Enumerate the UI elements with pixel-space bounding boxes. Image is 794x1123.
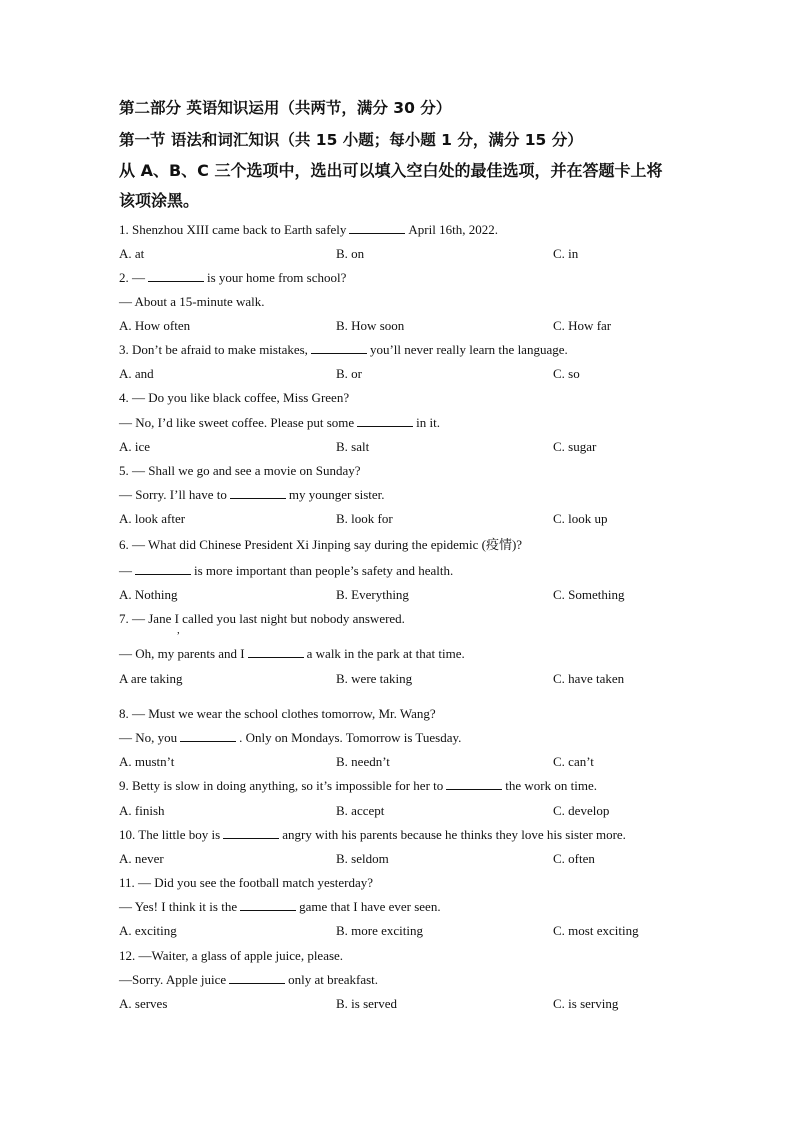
- question-10-option-b: B. seldom: [336, 851, 389, 866]
- question-9-option-a: A. finish: [119, 803, 165, 818]
- question-12-text-post: only at breakfast.: [288, 972, 379, 987]
- question-7-option-b: B. were taking: [336, 671, 413, 686]
- question-6-reply: [119, 563, 453, 579]
- answer-blank: [223, 828, 279, 839]
- question-12-option-b: B. is served: [336, 996, 398, 1011]
- answer-blank: [357, 416, 413, 427]
- answer-blank: [349, 223, 405, 234]
- question-11-option-b: B. more exciting: [336, 923, 424, 938]
- answer-blank: [230, 488, 286, 499]
- question-2-reply: — About a 15-minute walk.: [119, 294, 265, 309]
- question-12-option-a: A. serves: [119, 996, 168, 1011]
- answer-blank: [229, 973, 285, 984]
- question-7-option-a: A are taking: [119, 671, 183, 686]
- question-11-text-post: game that I have ever seen.: [299, 899, 441, 914]
- question-5: 5. — Shall we go and see a movie on Sunday?: [119, 463, 361, 478]
- question-2-text-post: is your home from school?: [207, 270, 347, 285]
- question-3-option-a: A. and: [119, 366, 154, 381]
- answer-blank: [135, 564, 191, 575]
- question-3-option-b: B. or: [336, 366, 362, 381]
- question-8-text-post: . Only on Mondays. Tomorrow is Tuesday.: [239, 730, 462, 745]
- answer-blank: [446, 779, 502, 790]
- question-2-text-pre: 2. —: [119, 270, 145, 285]
- question-7: 7. — Jane I called you last night but nobody answered.: [119, 611, 405, 626]
- section-heading: 第一节 语法和词汇知识（共 15 小题；每小题 1 分，满分 15 分）: [119, 131, 583, 149]
- answer-blank: [248, 647, 304, 658]
- question-9-text-pre: 9. Betty is slow in doing anything, so it’s impossible for her to: [119, 778, 444, 793]
- question-4-option-a: A. ice: [119, 439, 151, 454]
- question-6-option-c: C. Something: [553, 587, 625, 602]
- question-4-text-pre: — No, I’d like sweet coffee. Please put some: [119, 415, 355, 430]
- question-5-option-a: A. look after: [119, 511, 186, 526]
- question-7-option-c: C. have taken: [553, 671, 625, 686]
- question-6-option-a: A. Nothing: [119, 587, 178, 602]
- question-4: 4. — Do you like black coffee, Miss Green?: [119, 390, 350, 405]
- question-2-option-c: C. How far: [553, 318, 612, 333]
- question-4-reply: [119, 415, 440, 431]
- question-8-text-pre: — No, you: [119, 730, 178, 745]
- question-1: [119, 222, 498, 238]
- question-12-text-pre: —Sorry. Apple juice: [119, 972, 227, 987]
- question-7-text-pre: — Oh, my parents and I: [119, 646, 245, 661]
- question-7-reply: [119, 646, 465, 662]
- question-5-text-post: my younger sister.: [288, 487, 385, 502]
- question-7-text-post: a walk in the park at that time.: [306, 646, 465, 661]
- answer-blank: [180, 731, 236, 742]
- question-10-option-a: A. never: [119, 851, 164, 866]
- question-10-text-pre: 10. The little boy is: [119, 827, 221, 842]
- question-8-option-c: C. can’t: [553, 754, 594, 769]
- part-heading: 第二部分 英语知识运用（共两节，满分 30 分）: [119, 99, 452, 117]
- question-8: 8. — Must we wear the school clothes tomorrow, Mr. Wang?: [119, 706, 436, 721]
- question-5-option-b: B. look for: [336, 511, 393, 526]
- question-9-option-b: B. accept: [336, 803, 385, 818]
- question-4-option-c: C. sugar: [553, 439, 597, 454]
- question-4-text-post: in it.: [416, 415, 440, 430]
- question-9: [119, 778, 597, 794]
- question-2-option-a: A. How often: [119, 318, 191, 333]
- instruction-line-1: 从 A、B、C 三个选项中，选出可以填入空白处的最佳选项，并在答题卡上将: [119, 161, 663, 180]
- answer-blank: [148, 271, 204, 282]
- question-4-option-b: B. salt: [336, 439, 370, 454]
- question-3-text-pre: 3. Don’t be afraid to make mistakes,: [119, 342, 308, 357]
- question-5-option-c: C. look up: [553, 511, 608, 526]
- question-5-reply: [119, 487, 385, 503]
- question-11-option-a: A. exciting: [119, 923, 177, 938]
- instruction-line-2: 该项涂黑。: [119, 191, 200, 210]
- question-5-text-pre: — Sorry. I’ll have to: [119, 487, 227, 502]
- question-10-option-c: C. often: [553, 851, 595, 866]
- stray-comma: ,: [177, 624, 180, 636]
- question-11-reply: [119, 899, 441, 915]
- question-6-text-post: is more important than people’s safety and health.: [194, 563, 454, 578]
- question-1-option-b: B. on: [336, 246, 365, 261]
- question-2-option-b: B. How soon: [336, 318, 405, 333]
- question-6-text-pre: —: [119, 563, 132, 578]
- question-12-option-c: C. is serving: [553, 996, 619, 1011]
- question-3: [119, 342, 568, 358]
- question-10-text-post: angry with his parents because he thinks they love his sister more.: [282, 827, 626, 842]
- question-12: 12. —Waiter, a glass of apple juice, please.: [119, 948, 344, 963]
- answer-blank: [311, 343, 367, 354]
- question-9-option-c: C. develop: [553, 803, 610, 818]
- question-11-option-c: C. most exciting: [553, 923, 639, 938]
- question-1-option-c: C. in: [553, 246, 579, 261]
- question-8-option-b: B. needn’t: [336, 754, 390, 769]
- answer-blank: [240, 900, 296, 911]
- question-10: [119, 827, 626, 843]
- question-3-option-c: C. so: [553, 366, 580, 381]
- question-1-option-a: A. at: [119, 246, 145, 261]
- question-2: [119, 270, 346, 286]
- question-9-text-post: the work on time.: [505, 778, 597, 793]
- question-3-text-post: you’ll never really learn the language.: [369, 342, 568, 357]
- question-1-text-pre: 1. Shenzhou XIII came back to Earth safely: [119, 222, 347, 237]
- question-6: 6. — What did Chinese President Xi Jinping say during the epidemic (疫情)?: [119, 537, 523, 552]
- question-8-reply: [119, 730, 461, 746]
- question-1-text-post: April 16th, 2022.: [408, 222, 498, 237]
- question-6-option-b: B. Everything: [336, 587, 409, 602]
- question-8-option-a: A. mustn’t: [119, 754, 175, 769]
- question-12-reply: [119, 972, 378, 988]
- question-11: 11. — Did you see the football match yesterday?: [119, 875, 374, 890]
- question-11-text-pre: — Yes! I think it is the: [119, 899, 238, 914]
